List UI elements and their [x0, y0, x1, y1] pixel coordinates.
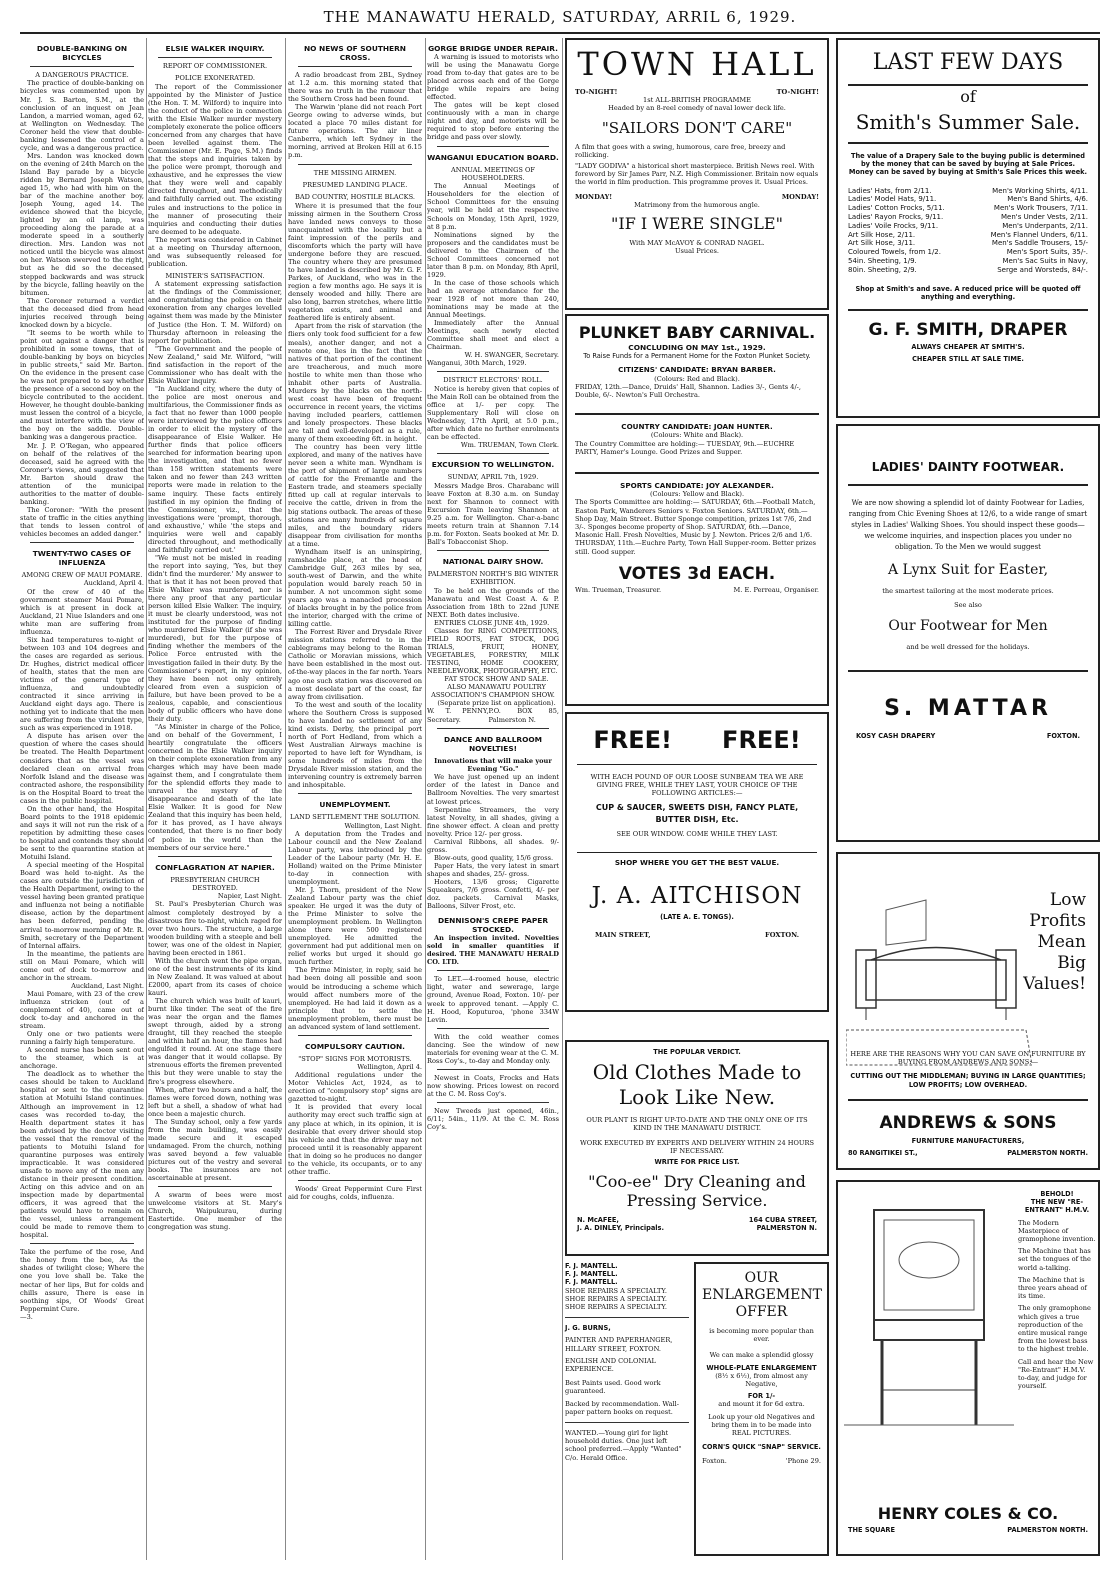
ad-text: We can make a splendid glossy — [709, 1351, 814, 1360]
paragraph: On the other hand, the Hospital Board points to the 1918 epidemic and says it will not run the risk of a repetition by admitting these cases to hospital and contends they should be sent to the quarantine station at Motuihi Island. — [20, 804, 144, 862]
divider — [298, 793, 412, 794]
paragraph: A radio broadcast from 2BL, Sydney at 1.2 a.m. this morning stated that there was no truth in the rumour that the Southern Cross had been found. — [288, 71, 422, 104]
ad-text: (Colours: Red and Black). — [654, 374, 740, 383]
ad-text: TO-NIGHT! — [776, 88, 819, 96]
ad-title: S. MATTAR — [884, 695, 1052, 721]
ad-text: 80 RANGITIKEI ST., — [848, 1149, 918, 1158]
divider — [437, 970, 549, 971]
ad-title: Low — [1049, 890, 1086, 910]
divider — [577, 764, 817, 765]
ad-text: SHOE REPAIRS A SPECIALTY. — [565, 1294, 668, 1303]
paragraph: The Annual Meetings of Householders for the election of School Committees for the ensuing year, will be held at the respective Schools on Monday, 15th April, 1929, at 8 p.m. — [427, 182, 559, 231]
paragraph: Paper Hats, the very latest in smart shapes and shades, 25/- gross. — [427, 861, 559, 878]
paragraph: Wyndham itself is an uninspiring, ramshackle place, at the head of Cambridge Gulf, 263 miles by sea, south-west of Darwin, and the white population would barely reach 50 in number. A not uncommon sight some years ago was a manacled procession of blacks brought in by the police from the interior, charged with the crime of killing cattle. — [288, 547, 422, 629]
price-item: Ladies' Model Hats, 9/11. — [848, 195, 937, 204]
paragraph: ALSO MANAWATU POULTRY ASSOCIATION'S CHAMPION SHOW. — [431, 683, 555, 700]
price-item: Men's Sac Suits in Navy, — [1002, 256, 1088, 265]
ad-text: is becoming more popular than ever. — [709, 1327, 814, 1344]
subheadline: REPORT OF COMMISSIONER. — [162, 62, 268, 70]
divider — [575, 472, 819, 474]
ad-text: 164 CUBA STREET, — [748, 1216, 817, 1225]
ad-text: TO-NIGHT! — [575, 88, 618, 96]
enlargement-offer-ad — [694, 1262, 829, 1556]
headline: TWENTY-TWO CASES OF INFLUENZA — [32, 549, 132, 568]
ad-text: FOR 1/- — [747, 1392, 776, 1401]
ad-text: CORN'S QUICK "SNAP" SERVICE. — [702, 1443, 821, 1452]
paragraph: A dispute has arisen over the question of where the cases should be treated. The Health Department considers that as the vessel was declared clean on arrival from Norfolk Island and the disease was contracted ashore, the responsibility is on the Hospital Board to treat the cases in the public hospital. — [20, 732, 144, 805]
headline: DENNISON'S CREPE PAPER STOCKED. — [437, 916, 549, 935]
column-2 — [148, 38, 282, 1560]
ad-text: MAIN STREET, — [595, 931, 651, 940]
ad-title: Old Clothes Made to Look Like New. — [592, 1060, 802, 1110]
paragraph: In the case of those schools which had an average attendance for the year 1928 of not more than 240, nominations may be made at the Annual Meetings. — [427, 278, 559, 320]
paragraph: The Forrest River and Drysdale River mission stations referred to in the cablegrams may belong to the Roman Catholic or Moravian missions, which have been established in the most out-of-the-way places in the far north. Years ago one such station was discovered on a most desolate part of the coast, far away from civilisation. — [288, 628, 422, 701]
ad-text: Look up your old Negatives and bring them in to be made into REAL PICTURES. — [708, 1412, 815, 1438]
ad-text: N. McAFEE, — [577, 1216, 619, 1225]
ad-text: Foxton. — [702, 1457, 727, 1466]
divider — [437, 728, 549, 729]
ad-text: Wm. Trueman, Treasurer. — [575, 585, 662, 594]
divider — [437, 1069, 549, 1070]
divider — [437, 146, 549, 147]
ad-text: 1st ALL-BRITISH PROGRAMME — [643, 96, 751, 105]
price-item: 54in. Sheeting, 1/9. — [848, 256, 917, 265]
divider — [298, 66, 412, 67]
ad-text: THE POPULAR VERDICT. — [653, 1048, 741, 1056]
mantell-burns-column — [565, 1262, 689, 1556]
paragraph: St. Paul's Presbyterian Church was almost completely destroyed by a disastrous fire to-night, which raged for over two hours. The structure, a large wooden building with a steeple and bell tower, was one of the oldest in Napier, having been erected in 1861. — [148, 900, 282, 957]
ad-text: CUTTING OUT THE MIDDLEMAN; BUYING IN LARGE QUANTITIES; LOW PROFITS; LOW OVERHEAD. — [848, 1072, 1088, 1100]
divider — [158, 856, 272, 857]
paragraph: Woods' Great Peppermint Cure First aid for coughs, colds, influenza. — [288, 1184, 422, 1201]
divider — [577, 852, 817, 853]
ad-text: BEHOLD! — [1040, 1190, 1074, 1198]
ad-text: The Machine that has set the tongues of the world a-talking. — [1018, 1247, 1091, 1272]
ad-text: J. G. BURNS, — [565, 1324, 611, 1333]
ad-title: "Coo-ee" Dry Cleaning and Pressing Service. — [588, 1172, 806, 1211]
ad-text: Backed by recommendation. Wall-paper pattern books on request. — [565, 1399, 679, 1416]
ad-text: We are now showing a splendid lot of dainty Footwear for Ladies, ranging from Chic Evening Shoes at 12/6, to a wide range of smart styles in Ladies' Walking Shoes. You should inspect these goods—we welcome inquiries, and inspection places you under no obligation. To the Men we would suggest — [848, 499, 1088, 551]
paragraph: The report of the Commissioner appointed by the Minister of Justice (the Hon. T. M. Wilford) to inquire into the conduct of the police in connection with the Elsie Walker murder mystery completely exonerate the police officers concerned from any charges that have been levelled against them. The Commissioner (Mr. E. Page, S.M.) finds that the steps and inquiries taken by the police were prompt, thorough and exhaustive, and he expresses the view that they were well and capably directed throughout, and methodically and faithfully carried out. The existing rules and instructions to the police in the manner of prosecuting their inquiries and conducting their duties are deemed to be adequate. — [148, 82, 282, 236]
candidate: CITIZENS' CANDIDATE: BRYAN BARBER. — [618, 365, 776, 375]
paragraph: Immediately after the Annual Meetings, each newly elected Committee shall meet and elect a Chairman. — [427, 319, 559, 352]
ad-text: CHEAPER STILL AT SALE TIME. — [912, 355, 1024, 364]
ad-text: A film that goes with a swing, humorous, care free, breezy and rollicking. — [575, 142, 786, 159]
paragraph: "It seems to be worth while to point out against a danger that is prohibited in some towns, that of double-banking by boys on bicycles in public streets," said Mr. Barton. On the evidence in the present case he was not prepared to say whether the presence of a second boy on the bicycle contributed to the accident. However, he thought double-banking must lessen the control of a bicycle, and must interfere with the view of the boy on the saddle. Double-banking was a dangerous practice. — [20, 328, 144, 442]
ad-title: VOTES 3d EACH. — [618, 563, 776, 584]
headline: CONFLAGRATION AT NAPIER. — [155, 862, 275, 872]
sofa-illustration-icon — [846, 890, 1032, 1070]
price-item: Coloured Towels, from 1/2. — [848, 248, 941, 257]
ad-title: ANDREWS & SONS — [879, 1112, 1057, 1133]
price-item: Ladies' Voile Frocks, 9/11. — [848, 221, 939, 230]
paragraph: ENTRIES CLOSE JUNE 4th, 1929. — [434, 618, 550, 627]
column-divider — [146, 38, 147, 1560]
divider — [565, 1422, 689, 1423]
ad-title: HENRY COLES & CO. — [877, 1504, 1059, 1523]
ad-title: Mean Big — [1037, 932, 1086, 973]
paragraph: Six had temperatures to-night of between 103 and 104 degrees and the cases are regarded as serious. Dr. Hughes, district medical officer of health, states that the men are victims of the general type of influenza, and undoubtedly contracted it since arriving in Auckland eight days ago. There is nothing yet to indicate that the men are suffering from the virulent type, such as was experienced in 1918. — [20, 635, 144, 733]
subheadline: ANNUAL MEETINGS OF HOUSEHOLDERS. — [451, 165, 535, 182]
classified: New Tweeds just opened, 46in., 6/11; 54in., 11/9. At the C. M. Ross Coy's. — [427, 1106, 559, 1132]
paragraph: The Coroner: "With the present state of traffic in the cities anything that tends to lessen control of vehicles becomes an added danger." — [20, 505, 144, 539]
ad-text: FOXTON. — [765, 931, 799, 940]
ad-text: WORK EXECUTED BY EXPERTS AND DELIVERY WITHIN 24 HOURS IF NECESSARY. — [580, 1138, 814, 1155]
paragraph: A second nurse has been sent out to the steamer, which is at anchorage. — [20, 1046, 144, 1071]
subheadline: Innovations that will make your Evening "Go." — [434, 756, 552, 773]
price-item: Serge and Worsteds, 84/-. — [997, 265, 1088, 274]
dateline: Auckland, Last Night. — [71, 981, 144, 990]
ad-text: CONCLUDING ON MAY 1st., 1929. — [628, 343, 766, 352]
ad-text: MONDAY! — [575, 192, 613, 201]
column-divider — [285, 38, 286, 1560]
paragraph: It is provided that every local authority may erect such traffic sign at any place at which, in its opinion, it is desirable that every driver should stop his vehicle and that the driver may not proceed until it is reasonably apparent that in doing so he produces no danger to the vehicle, its occupants, or to any other traffic. — [288, 1103, 422, 1176]
mattar-footwear-ad — [836, 424, 1100, 842]
price-item: Men's Under Vests, 2/11. — [1001, 213, 1088, 221]
subheadline: AMONG CREW OF MAUI POMARE. — [21, 571, 143, 580]
ad-title: FREE! FREE! — [593, 726, 801, 754]
paragraph: Only one or two patients were running a fairly high temperature. — [20, 1030, 144, 1047]
headline: UNEMPLOYMENT. — [319, 800, 391, 810]
paragraph: Additional regulations under the Motor Vehicles Act, 1924, as to erection of "compulsory stop" signs are gazetted to-night. — [288, 1071, 422, 1104]
column-divider — [425, 38, 426, 1560]
ad-text: MONDAY! — [781, 192, 819, 201]
ad-text: The Sports Committee are holding:— SATURDAY, 6th.—Football Match, Easton Park, Wanderers Seniors v. Foxton Seniors. SATURDAY, 6th.—Shop Day, Main Street. Butter Sponge competition, prizes 1st 7/6, 2nd 3/-. Sponges become property of Shop. SATURDAY, 6th.—Dance, Masonic Hall. Fresh Novelties, Music by J. Newton. Prices 2/6 and 1/6. THURSDAY, 11th.—Euchre Party, Town Hall Supper-room. Better prizes still. Good supper. — [575, 498, 817, 556]
headline: COMPULSORY CAUTION. — [305, 1041, 405, 1051]
ad-text: The Modern Masterpiece of gramophone invention. — [1018, 1218, 1096, 1244]
ad-text: Headed by an 8-reel comedy of naval lower deck life. — [608, 104, 786, 113]
paragraph: Apart from the risk of starvation (the fliers only took food sufficient for a few meals), another danger, and not a remote one, lies in the fact that the natives of that portion of the continent are treacherous, and much more hostile to white men than those who inhabit other parts of Australia. Murders by the blacks on the north-west coast have been of frequent occurrence in recent years, the victims having included pearlers, cattlemen and lonely prospectors. These blacks are tall and well-developed as a rule, many of them exceeding 6ft. in height. — [288, 322, 422, 444]
divider — [298, 164, 412, 165]
price-item: Men's Work Trousers, 7/11. — [993, 204, 1088, 213]
column-4 — [427, 38, 559, 1560]
paragraph: The church which was built of kauri, burnt like tinder. The seat of the fire was near the organ and the flames swept through, aided by a strong draught, till they reached the steeple and within half an hour, the flames had engulfed it round. At one stage there was danger that it would collapse. By strenuous efforts the firemen prevented this but they were unable to stay the fire's progress elsewhere. — [148, 997, 282, 1086]
paragraph: Classes for RING COMPETITIONS, FIELD ROOTS, FAT STOCK, DOG TRIALS, FRUIT, HONEY, VEGETABLES, FORESTRY, MILK TESTING, HOME COOKERY, NEEDLEWORK, PHOTOGRAPHY, ETC. — [427, 627, 559, 676]
ad-text: SHOP WHERE YOU GET THE BEST VALUE. — [614, 857, 780, 867]
ad-text: The only gramophone which gives a true reproduction of the entire musical range from the lowest bass to the highest treble. — [1018, 1304, 1091, 1354]
paragraph: "The Government and the people of New Zealand," said Mr. Wilford, "will find satisfaction in the report of the Commissioner who has dealt with the Elsie Walker inquiry. — [148, 344, 282, 385]
ad-text: (8½ x 6½), from almost any Negative, — [715, 1371, 808, 1389]
price-item: Ladies' Cotton Frocks, 5/11. — [848, 204, 945, 213]
ad-text: FOXTON. — [1046, 731, 1080, 740]
ad-text: J. A. DINLEY, Principals. — [577, 1224, 664, 1233]
paragraph: Maui Pomare, with 23 of the crew influenza stricken (out of a complement of 40), came out of dock to-day and anchored in the stream. — [20, 989, 144, 1031]
ad-text: and be well dressed for the holidays. — [848, 643, 1088, 671]
ad-text: To Raise Funds for a Permanent Home for the Foxton Plunket Society. — [583, 352, 811, 361]
divider — [575, 413, 819, 415]
paragraph: Of the crew of 40 of the government steamer Maui Pomare, which is at present in dock at Auckland, 21 Niue Islanders and one white man are suffering from influenza. — [20, 587, 144, 636]
paragraph: "In Auckland city, where the duty of the police are most onerous and multifarious, the Commissioner finds as a fact that no fewer than 1000 people were interviewed by the police officers in order to elicit the mystery of the disappearance of Elsie Walker. He further finds that police officers searched for information bearing upon the investigation, and that no fewer than 158 written statements were taken and no fewer than 243 written reports were made in relation to the same inquiry. These facts entirely justified in my opinion the finding of the Commissioner, viz., that the investigations were 'prompt, thorough, and exhaustive,' while 'the steps and inquiries were well and capably directed throughout, and methodically and faithfully carried out.' — [148, 384, 282, 554]
paragraph: Mrs. Landon was knocked down on the evening of 24th March on the Island Bay parade by a bicycle ridden by Bernard Joseph Watson, aged 15, who had with him on the bar of the machine another boy, Joseph Young, aged 14. The evidence showed that the bicycle, lighted by an oil lamp, was proceeding along the parade at a moderate speed in a southerly direction. Mrs. Landon was not noticed until the bicycle was almost on her. Watson swerved to the right, but as he did so the deceased stepped backwards and was struck by the bicycle, falling heavily on the bitumen. — [20, 151, 144, 297]
paragraph: Notice is hereby given that copies of the Main Roll can be obtained from the office at 1/- per copy. The Supplementary Roll will close on Wednesday, 17th April, at 5.0 p.m., after which date no further enrolments can be effected. — [427, 384, 559, 442]
ad-title: LADIES' DAINTY FOOTWEAR. — [848, 458, 1088, 486]
paragraph: "We must not be misled in reading the report into saying, 'Yes, but they didn't find the murderer.' My answer to that is that it has not been proved that Elsie Walker was murdered, nor is there any proof that any particular person killed Elsie Walker. The inquiry, it must be clearly understood, was not instituted for the purpose of finding who murdered Elsie Walker (if she was murdered), but for the purpose of finding whether the members of the Police Force entrusted with the investigation failed in their duty. By the Commissioner's report, in my opinion, they have been not only entirely cleared from even a suspicion of failure, but have been proved to be a zealous, capable, and conscientious body of public officers who have done their duty. — [148, 553, 282, 723]
price-item: Men's Saddle Trousers, 15/- — [991, 239, 1088, 248]
ad-text: Best Paints used. Good work guaranteed. — [565, 1379, 661, 1396]
divider — [298, 1035, 412, 1036]
divider — [437, 1102, 549, 1103]
paragraph: The report was considered in Cabinet at a meeting on Thursday afternoon, and was subsequently released for publication. — [148, 235, 282, 268]
price-item: Ladies' Hats, from 2/11. — [848, 186, 932, 195]
masthead: THE MANAWATU HERALD, SATURDAY, ARRIL 6, 1929. — [20, 8, 1100, 34]
ad-text: (Colours: White and Black). — [650, 431, 744, 440]
paragraph: A deputation from the Trades and Labour council and the New Zealand Labour party, was introduced by the Leader of the Labour party (Mr. H. E. Holland) waited on the Prime Minister to-day in connection with unemployment. — [288, 829, 422, 886]
ad-text: F. J. MANTELL. — [565, 1278, 618, 1287]
price-item: Men's Flannel Unders, 6/11. — [990, 230, 1088, 239]
divider — [437, 371, 549, 372]
headline: EXCURSION TO WELLINGTON. — [431, 460, 555, 470]
candidate: COUNTRY CANDIDATE: JOAN HUNTER. — [621, 422, 773, 432]
paragraph: Nominations signed by the proposers and the candidates must be delivered to the Chairmen of the School Committees concerned not later than 8 p.m. on Monday, 8th April, 1929. — [427, 230, 559, 279]
column-1 — [20, 38, 144, 1560]
poem: Take the perfume of the rose, And the honey from the bee, As the shades of twilight close; Where the one you love shall be. Take the nectar of her lips, But for colds and chills assure, There is ease in soothing sips, Of Woods' Great Peppermint Cure. — [20, 1248, 144, 1313]
film-title: "IF I WERE SINGLE" — [611, 214, 783, 234]
paragraph: A statement expressing satisfaction at the findings of the Commissioner, and congratulating the police on their exoneration from any charges levelled against them was made by the Minister of Justice (the Hon. T. M. Wilford) on Thursday afternoon in releasing the report for publication. — [148, 280, 282, 345]
ad-text: the smartest tailoring at the most moderate prices. — [882, 587, 1054, 595]
ad-text: OUR PLANT IS RIGHT UP-TO-DATE AND THE ONLY ONE OF ITS KIND IN THE MANAWATU DISTRICT. — [586, 1116, 808, 1133]
divider — [30, 1243, 134, 1244]
paragraph: Serpentine Streamers, the very latest Novelty, in all shades, giving a fine shower effect. A clean and pretty novelty. Price 12/- per gross. — [427, 805, 559, 838]
ad-text: ENGLISH AND COLONIAL EXPERIENCE. — [565, 1356, 656, 1374]
ad-text: M. E. Perreau, Organiser. — [733, 585, 819, 594]
subheadline: PRESUMED LANDING PLACE. — [302, 180, 408, 189]
headline: DISTRICT ELECTORS' ROLL. — [443, 376, 543, 385]
paragraph: The Warwin 'plane did not reach Port George owing to adverse winds, but located a place 70 miles distant for future operations. The air liner Canberra, which left Sydney in the morning, arrived at Broken Hill at 6.15 p.m. — [288, 103, 422, 160]
ad-text: See also — [954, 601, 982, 610]
paragraph: To the west and south of the locality where the Southern Cross is supposed to have landed no settlement of any kind exists. Derby, the principal port north of Port Hedland, from which a West Australian Airways machine is reported to have left for Wyndham, is some hundreds of miles from the Drysdale River mission station, and the intervening country is extremely barren and inhospitable. — [288, 700, 422, 790]
paragraph: When, after two hours and a half, the flames were forced down, nothing was left but a shell, a shadow of what had once been a majestic church. — [148, 1085, 282, 1118]
classified: Newest in Coats, Frocks and Hats now showing. Prices lowest on record at the C. M. Ross Coy's. — [427, 1073, 559, 1098]
subheadline: MINISTER'S SATISFACTION. — [165, 271, 265, 280]
price-item: 80in. Sheeting, 2/9. — [848, 265, 917, 274]
ad-text: FRIDAY, 12th.—Dance, Druids' Hall, Shannon. Ladies 3/-, Gents 4/-, Double, 6/-. Newton's Full Orchestra. — [575, 382, 801, 400]
ad-text: HERE ARE THE REASONS WHY YOU CAN SAVE ON FURNITURE BY BUYING FROM ANDREWS AND SONS:— — [850, 1050, 1086, 1067]
subheadline: BAD COUNTRY, HOSTILE BLACKS. — [295, 193, 415, 202]
subheadline: SUNDAY, APRIL 7th, 1929. — [447, 473, 539, 482]
signature: Wm. TRUEMAN, Town Clerk. — [460, 441, 559, 450]
ad-text: and mount it for 6d extra. — [718, 1400, 805, 1409]
divider — [437, 550, 549, 551]
signature: P.O. BOX 85, Palmerston N. — [488, 707, 559, 724]
ad-title: LAST FEW DAYS — [848, 48, 1088, 86]
dateline: Wellington, April 4. — [357, 1063, 422, 1072]
ad-title: TOWN HALL — [577, 45, 817, 83]
divider — [158, 57, 272, 58]
headline: DOUBLE-BANKING ON BICYCLES — [36, 44, 128, 62]
price-list-left — [848, 187, 945, 275]
ad-text: CUP & SAUCER, SWEETS DISH, FANCY PLATE, BUTTER DISH, Etc. — [595, 802, 799, 824]
ad-text: (LATE A. E. TONGS). — [660, 913, 734, 922]
ad-text: The value of a Drapery Sale to the buying public is determined by the money that can be saved by buying at Sale Prices. Money can be saved by buying at Smith's Sale Prices this week. — [848, 152, 1088, 177]
ad-text: KOSY CASH DRAPERY — [856, 731, 936, 740]
paragraph: A special meeting of the Hospital Board was held to-night. As the cases are outside the jurisdiction of the Health Department, owing to the vessel having been granted pratique and influenza not being a notifiable disease, action by the department has been deferred, pending the arrival to-morrow morning of Mr. R. Smith, secretary of the Department of Internal affairs. — [20, 861, 144, 950]
ad-text: SHOE REPAIRS A SPECIALTY. — [565, 1286, 668, 1295]
ad-text: SHOE REPAIRS A SPECIALTY. — [565, 1303, 668, 1312]
subheadline: PALMERSTON NORTH'S BIG WINTER EXHIBITION. — [427, 569, 559, 587]
smith-summer-sale-ad — [836, 38, 1100, 418]
divider — [298, 1180, 412, 1181]
ad-text: The Machine that is three years ahead of its time. — [1018, 1275, 1087, 1301]
paragraph: A warning is issued to motorists who will be using the Manawatu Gorge road from to-day that gates are to be placed across each end of the Gorge bridge while repairs are being effected. — [427, 53, 559, 102]
ad-title: Values! — [1023, 974, 1086, 994]
ad-text: 'Phone 29. — [785, 1457, 821, 1466]
ad-text: With MAY McAVOY & CONRAD NAGEL. — [629, 239, 765, 248]
henry-coles-ad — [836, 1180, 1100, 1556]
candidate: SPORTS CANDIDATE: JOY ALEXANDER. — [620, 481, 774, 491]
paragraph: Hooters, 13/6 gross; Cigarette Squeakers, 7/6 gross. Confetti, 4/- per doz. packets. Carnival Masks, Balloons, Silver Frost, etc. — [427, 878, 559, 911]
paragraph: To be held on the grounds of the Manawatu and West Coast A. & P. Association from 18th to 22nd JUNE NEXT. Both dates inclusive. — [427, 586, 559, 619]
subheadline: PRESBYTERIAN CHURCH DESTROYED. — [170, 875, 260, 893]
headline-block — [1006, 890, 1086, 995]
dateline: Wellington, Last Night. — [344, 821, 422, 830]
subheadline: LAND SETTLEMENT THE SOLUTION. — [290, 813, 420, 822]
ad-title: OUR ENLARGEMENT OFFER — [702, 1270, 822, 1320]
ad-title: J. A. AITCHISON — [591, 883, 803, 910]
paragraph: Mr. J. P. O'Regan, who appeared on behalf of the relatives of the deceased, said he agreed with the Coroner's views, and suggested that Mr. Barton should draw the attention of the municipal authorities to the matter of double-banking. — [20, 441, 144, 506]
footnote: —3. — [20, 1312, 33, 1321]
subheadline: POLICE EXONERATED. — [175, 74, 255, 83]
column-3 — [288, 38, 422, 1560]
ad-text: Usual Prices. — [674, 247, 720, 256]
dateline: Auckland, April 4. — [83, 579, 144, 588]
paragraph: The country has been very little explored, and many of the natives have never seen a white man. Wyndham is the port of shipment of large numbers of cattle for the Fremantle and the Eastern trade, and steamers specially fitted up call at regular intervals to receive the cattle, driven in from the big stations outback. The areas of these stations are many hundreds of square miles, and the boundary riders disappear from civilisation for months at a time. — [288, 443, 422, 548]
ad-text: (Colours: Yellow and Black). — [649, 490, 745, 499]
paragraph: The Coroner returned a verdict that the deceased died from head injuries received through being knocked down by a bicycle. — [20, 296, 144, 329]
ad-text: PALMERSTON N. — [756, 1224, 817, 1233]
paragraph: The practice of double-banking on bicycles was commented upon by Mr. J. S. Barton, S.M., at the conclusion of an inquest on Jean Landon, a married woman, aged 62, at Wellington on Wednesday. The Coroner held the view that double-banking lessened the control of a cycle, and was a dangerous practice. — [20, 79, 144, 152]
price-item: Men's Working Shirts, 4/11. — [992, 186, 1088, 195]
signature: W. T. PENNY, Secretary. — [427, 707, 489, 724]
price-item: Men's Band Shirts, 4/6. — [1007, 195, 1088, 204]
ad-text: of — [960, 87, 976, 106]
paragraph: (Separate prize list on application). — [437, 699, 556, 708]
ad-text: PALMERSTON NORTH. — [1007, 1526, 1088, 1534]
dateline: Wanganui, 30th March, 1929. — [427, 359, 527, 368]
dateline: Napier, Last Night. — [217, 892, 282, 901]
divider — [565, 1317, 689, 1318]
ad-text: PAINTER AND PAPERHANGER, HILLARY STREET, FOXTON. — [565, 1336, 673, 1353]
price-item: Men's Sport Suits, 35/-. — [1006, 248, 1088, 257]
paragraph: Where it is presumed that the four missing airmen in the Southern Cross have landed news conveys to those unacquainted with the locality but a faint impression of the perils and discomforts which the party will have undergone before they are rescued. The country where they are presumed to have landed is described by Mr. G. F. Parkes, of Auckland, who was in the region a few months ago. He says it is densely wooded and hilly. There are also long, barren stretches, where little vegetation exists, and animal and feathered life is entirely absent. — [288, 201, 422, 323]
paragraph: With the church went the pipe organ, one of the best instruments of its kind in New Zealand. It was valued at about £2000, apart from its cases of choice kauri. — [148, 956, 282, 997]
ad-title: G. F. SMITH, DRAPER — [868, 319, 1068, 340]
ad-text: "LADY GODIVA" a historical short masterpiece. British News reel. With foreword by Sir James Parr, N.Z. High Commissioner. Britain now equals the world in film production. This programme proves it. Usual Prices. — [575, 162, 819, 187]
divider — [437, 453, 549, 454]
paragraph: Blow-outs, good quality, 15/6 gross. — [434, 853, 554, 862]
ad-text: WITH EACH POUND OF OUR LOOSE SUNBEAM TEA WE ARE GIVING FREE, WHILE THEY LAST, YOUR CHOICE OF THE FOLLOWING ARTICLES:— — [590, 773, 804, 798]
gramophone-illustration-icon — [844, 1190, 1014, 1432]
plunket-carnival-ad — [565, 314, 829, 706]
headline: NO NEWS OF SOUTHERN CROSS. — [304, 44, 406, 62]
ad-text: WRITE FOR PRICE LIST. — [654, 1158, 740, 1167]
ad-text: Call and hear the New "Re-Entrant" H.M.V. to-day, and judge for yourself. — [1018, 1357, 1094, 1391]
paragraph: The Prime Minister, in reply, said he had been doing all possible and soon would be introducing a scheme which would affect numbers more of the unemployed. He had laid it down as a principle that to settle the unemployment problem, there must be an advanced system of land settlement. — [288, 966, 422, 1031]
divider — [30, 66, 134, 67]
price-list — [848, 187, 1088, 275]
headline: WANGANUI EDUCATION BOARD. — [427, 152, 559, 162]
town-hall-ad — [565, 38, 829, 310]
price-item: Art Silk Hose, 3/11. — [848, 239, 916, 248]
paragraph: FAT STOCK SHOW AND SALE. — [444, 675, 549, 684]
classified: To LET.—4-roomed house, electric light, water and sewerage, large ground, Avenue Road, Foxton. 10/- per week to approved tenant. —Apply C. H. Hood, Koputuroa, 'phone 334W Levin. — [427, 975, 559, 1024]
subheadline: "STOP" SIGNS FOR MOTORISTS. — [298, 1054, 412, 1063]
cooee-dry-cleaning-ad — [565, 1040, 829, 1256]
ad-text: F. J. MANTELL. — [565, 1270, 618, 1279]
aitchison-tea-ad — [565, 712, 829, 1012]
price-item: Men's Underpants, 2/11. — [1002, 221, 1088, 230]
subheadline: A DANGEROUS PRACTICE. — [35, 71, 129, 79]
subheadline: THE MISSING AIRMEN. — [313, 168, 397, 177]
paragraph: The deadlock as to whether the cases should be taken to Auckland hospital or sent to the quarantine station at Motuihi Island continues. Although an improvement in 12 cases was recorded to-day, the Health department states it has been advised by the doctor visiting the vessel that the removal of the patients to Motuihi Island for quarantine purposes was entirely impracticable. It was considered unsafe to move any of the men any distance in their present condition. Acting on this advice and on an inspection made by departmental officers, it was agreed that the patients would have to remain on the vessel, unless arrangement could be made to remove them to hospital. — [20, 1070, 144, 1240]
headline: ELSIE WALKER INQUIRY. — [165, 44, 265, 53]
classified: WANTED.—Young girl for light household duties. One just left school preferred.—Apply "Wanted" C/o. Herald Office. — [565, 1429, 682, 1462]
ad-title: A Lynx Suit for Easter, — [887, 562, 1049, 578]
divider — [437, 1028, 549, 1029]
signature: W. H. SWANGER, Secretary. — [464, 351, 559, 360]
paragraph: An inspection invited. Novelties sold in smaller quantities if desired. THE MANAWATU HERALD CO. LTD. — [427, 934, 559, 967]
headline: DANCE AND BALLROOM NOVELTIES! — [443, 734, 543, 753]
andrews-furniture-ad — [836, 852, 1100, 1170]
ad-title: PLUNKET BABY CARNIVAL. — [578, 323, 816, 342]
ad-text: THE NEW "RE-ENTRANT" H.M.V. — [1024, 1198, 1090, 1215]
ad-text: F. J. MANTELL. — [565, 1262, 618, 1270]
film-title: "SAILORS DON'T CARE" — [601, 118, 793, 137]
divider — [30, 542, 134, 543]
paragraph: "As Minister in charge of the Police, and on behalf of the Government, I heartily congratulate the officers concerned in the Elsie Walker inquiry on their complete exoneration from any charges which may have been made against them, and I congratulate them for the splendid efforts they made to unravel the mystery of the disappearance and death of the late Elsie Walker. It is good for New Zealand that this inquiry has been held, for it has proved, as I have always contended, that there is no finer body of police in the world than the members of our service here." — [148, 722, 282, 852]
ad-text: WHOLE-PLATE ENLARGEMENT — [706, 1363, 817, 1372]
paragraph: We have just opened up an indent order of the latest in Dance and Ballroom Novelties. The very smartest at lowest prices. — [427, 773, 559, 806]
paragraph: The Sunday school, only a few yards from the main building, was easily made secure and it escaped undamaged. From the church, nothing was saved beyond a few valuable pictures out of the vestry and several books. The insurances are not ascertainable at present. — [148, 1117, 282, 1183]
headline: NATIONAL DAIRY SHOW. — [442, 556, 544, 566]
ad-text: ALWAYS CHEAPER AT SMITH'S. — [911, 342, 1025, 351]
ad-text: The Country Committee are holding:— TUESDAY, 9th.—EUCHRE PARTY, Hamer's Lounge. Good Prizes and Supper. — [575, 439, 795, 456]
paragraph: Mr. J. Thorn, president of the New Zealand Labour party was the chief speaker. He urged it was the duty of the Prime Minister to solve the unemployment problem. In Wellington alone there were 500 registered unemployed. He admitted the government had put additional men on relief works but urged it should go much further. — [288, 885, 422, 967]
column-divider — [562, 38, 563, 1560]
paragraph: Carnival Ribbons, all shades. 9/- gross. — [427, 837, 559, 854]
ad-title: Our Footwear for Men — [888, 618, 1048, 635]
paragraph: Messrs Madge Bros. Charabanc will leave Foxton at 8.30 a.m. on Sunday next for Shannon to connect with Excursion Train leaving Shannon at 9.25 a.m. for Wellington. Char-a-banc meets return train at Shannon 7.14 p.m. for Foxton. Seats booked at Mr. D. Ball's Tobacconist Shop. — [427, 481, 559, 546]
ad-text: Matrimony from the humorous angle. — [634, 200, 760, 209]
price-item: Ladies' Rayon Frocks, 9/11. — [848, 213, 944, 221]
ad-text: THE SQUARE — [848, 1526, 896, 1534]
paragraph: A swarm of bees were most unwelcome visitors at St. Mary's Church, Waipukurau, during Eastertide. One member of the congregation was stung. — [148, 1191, 282, 1232]
divider — [158, 1186, 272, 1187]
price-item: Art Silk Hose, 2/11. — [848, 230, 916, 239]
ad-title: Profits — [1029, 911, 1086, 931]
ad-text: PALMERSTON NORTH. — [1007, 1149, 1088, 1158]
ad-text: SEE OUR WINDOW. COME WHILE THEY LAST. — [616, 829, 778, 838]
headline: GORGE BRIDGE UNDER REPAIR. — [428, 44, 558, 53]
classified: With the cold weather comes dancing. See the window of new materials for evening wear at the C. M. Ross Coy's., to-day and Monday only. — [427, 1032, 559, 1065]
ad-text: Shop at Smith's and save. A reduced price will be quoted off anything and everything. — [848, 285, 1088, 311]
ad-text: FURNITURE MANUFACTURERS, — [911, 1136, 1025, 1145]
paragraph: In the meantime, the patients are still on Maui Pomare, which will come out of dock to-morrow and anchor in the stream. — [20, 949, 144, 982]
price-list-right — [991, 187, 1088, 275]
ad-title: Smith's Summer Sale. — [848, 108, 1088, 144]
paragraph: The gates will be kept closed continuously with a man in charge night and day, and motorists will be required to stop before entering the bridge and pass over slowly. — [427, 101, 559, 142]
